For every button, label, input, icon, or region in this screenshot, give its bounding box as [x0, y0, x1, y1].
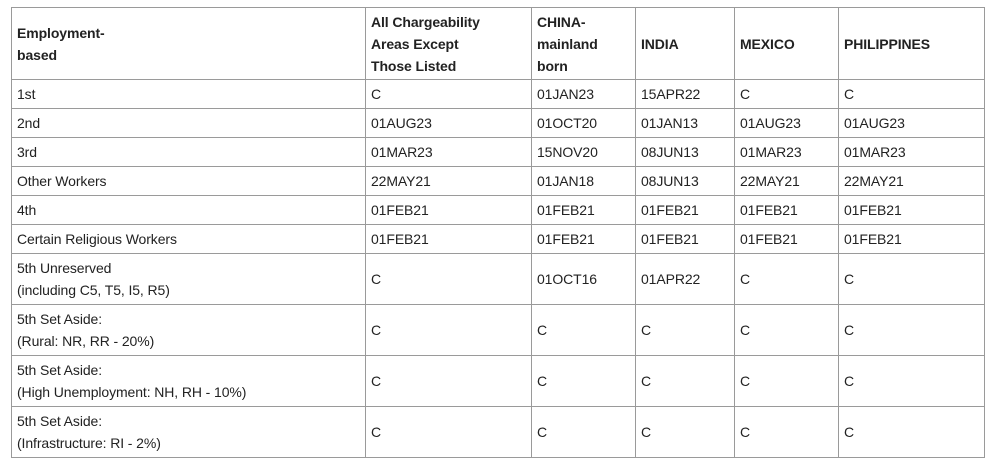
- date-cell: C: [636, 407, 735, 458]
- header-mexico: MEXICO: [735, 8, 839, 80]
- header-employment-based: Employment- based: [12, 8, 366, 80]
- category-cell: 5th Set Aside: (Rural: NR, RR - 20%): [12, 305, 366, 356]
- date-cell: 01FEB21: [636, 225, 735, 254]
- header-all-chargeability: All Chargeability Areas Except Those Listed: [366, 8, 532, 80]
- date-cell: 22MAY21: [839, 167, 985, 196]
- date-cell: 22MAY21: [366, 167, 532, 196]
- date-cell: C: [735, 305, 839, 356]
- date-cell: C: [366, 356, 532, 407]
- employment-based-dates-table: [11, 7, 985, 458]
- date-cell: 01FEB21: [636, 196, 735, 225]
- date-cell: C: [636, 305, 735, 356]
- date-cell: 01FEB21: [366, 196, 532, 225]
- date-cell: 01JAN13: [636, 109, 735, 138]
- table-row: [12, 80, 985, 109]
- date-cell: 01FEB21: [735, 225, 839, 254]
- table-row: [12, 225, 985, 254]
- date-cell: C: [532, 407, 636, 458]
- date-cell: 01APR22: [636, 254, 735, 305]
- category-cell: 2nd: [12, 109, 366, 138]
- date-cell: C: [636, 356, 735, 407]
- header-philippines: PHILIPPINES: [839, 8, 985, 80]
- date-cell: 01OCT20: [532, 109, 636, 138]
- table-row: [12, 109, 985, 138]
- date-cell: 15APR22: [636, 80, 735, 109]
- category-cell: Certain Religious Workers: [12, 225, 366, 254]
- date-cell: C: [839, 305, 985, 356]
- date-cell: 01OCT16: [532, 254, 636, 305]
- date-cell: 01JAN23: [532, 80, 636, 109]
- date-cell: C: [839, 407, 985, 458]
- category-cell: 5th Unreserved (including C5, T5, I5, R5): [12, 254, 366, 305]
- category-cell: 1st: [12, 80, 366, 109]
- date-cell: 01FEB21: [532, 225, 636, 254]
- date-cell: C: [735, 407, 839, 458]
- date-cell: C: [532, 305, 636, 356]
- table-row: [12, 138, 985, 167]
- date-cell: 01FEB21: [366, 225, 532, 254]
- date-cell: C: [366, 407, 532, 458]
- date-cell: C: [735, 80, 839, 109]
- date-cell: C: [839, 356, 985, 407]
- date-cell: 01MAR23: [839, 138, 985, 167]
- header-row: [12, 8, 985, 80]
- date-cell: C: [366, 305, 532, 356]
- table-row: [12, 167, 985, 196]
- date-cell: 01AUG23: [366, 109, 532, 138]
- category-cell: 3rd: [12, 138, 366, 167]
- date-cell: C: [735, 356, 839, 407]
- date-cell: 08JUN13: [636, 167, 735, 196]
- date-cell: 01JAN18: [532, 167, 636, 196]
- table-row: [12, 356, 985, 407]
- header-india: INDIA: [636, 8, 735, 80]
- date-cell: C: [839, 254, 985, 305]
- category-cell: 5th Set Aside: (High Unemployment: NH, RH - 10%): [12, 356, 366, 407]
- date-cell: 15NOV20: [532, 138, 636, 167]
- date-cell: 01AUG23: [735, 109, 839, 138]
- date-cell: 01FEB21: [735, 196, 839, 225]
- date-cell: 01FEB21: [839, 196, 985, 225]
- date-cell: 01MAR23: [735, 138, 839, 167]
- date-cell: C: [532, 356, 636, 407]
- date-cell: C: [366, 254, 532, 305]
- date-cell: C: [366, 80, 532, 109]
- table-row: [12, 196, 985, 225]
- date-cell: 08JUN13: [636, 138, 735, 167]
- date-cell: 01FEB21: [839, 225, 985, 254]
- date-cell: 01MAR23: [366, 138, 532, 167]
- table-row: [12, 254, 985, 305]
- date-cell: 01AUG23: [839, 109, 985, 138]
- header-china: CHINA- mainland born: [532, 8, 636, 80]
- category-cell: Other Workers: [12, 167, 366, 196]
- category-cell: 5th Set Aside: (Infrastructure: RI - 2%): [12, 407, 366, 458]
- date-cell: 01FEB21: [532, 196, 636, 225]
- category-cell: 4th: [12, 196, 366, 225]
- table-row: [12, 407, 985, 458]
- date-cell: 22MAY21: [735, 167, 839, 196]
- table-row: [12, 305, 985, 356]
- date-cell: C: [839, 80, 985, 109]
- date-cell: C: [735, 254, 839, 305]
